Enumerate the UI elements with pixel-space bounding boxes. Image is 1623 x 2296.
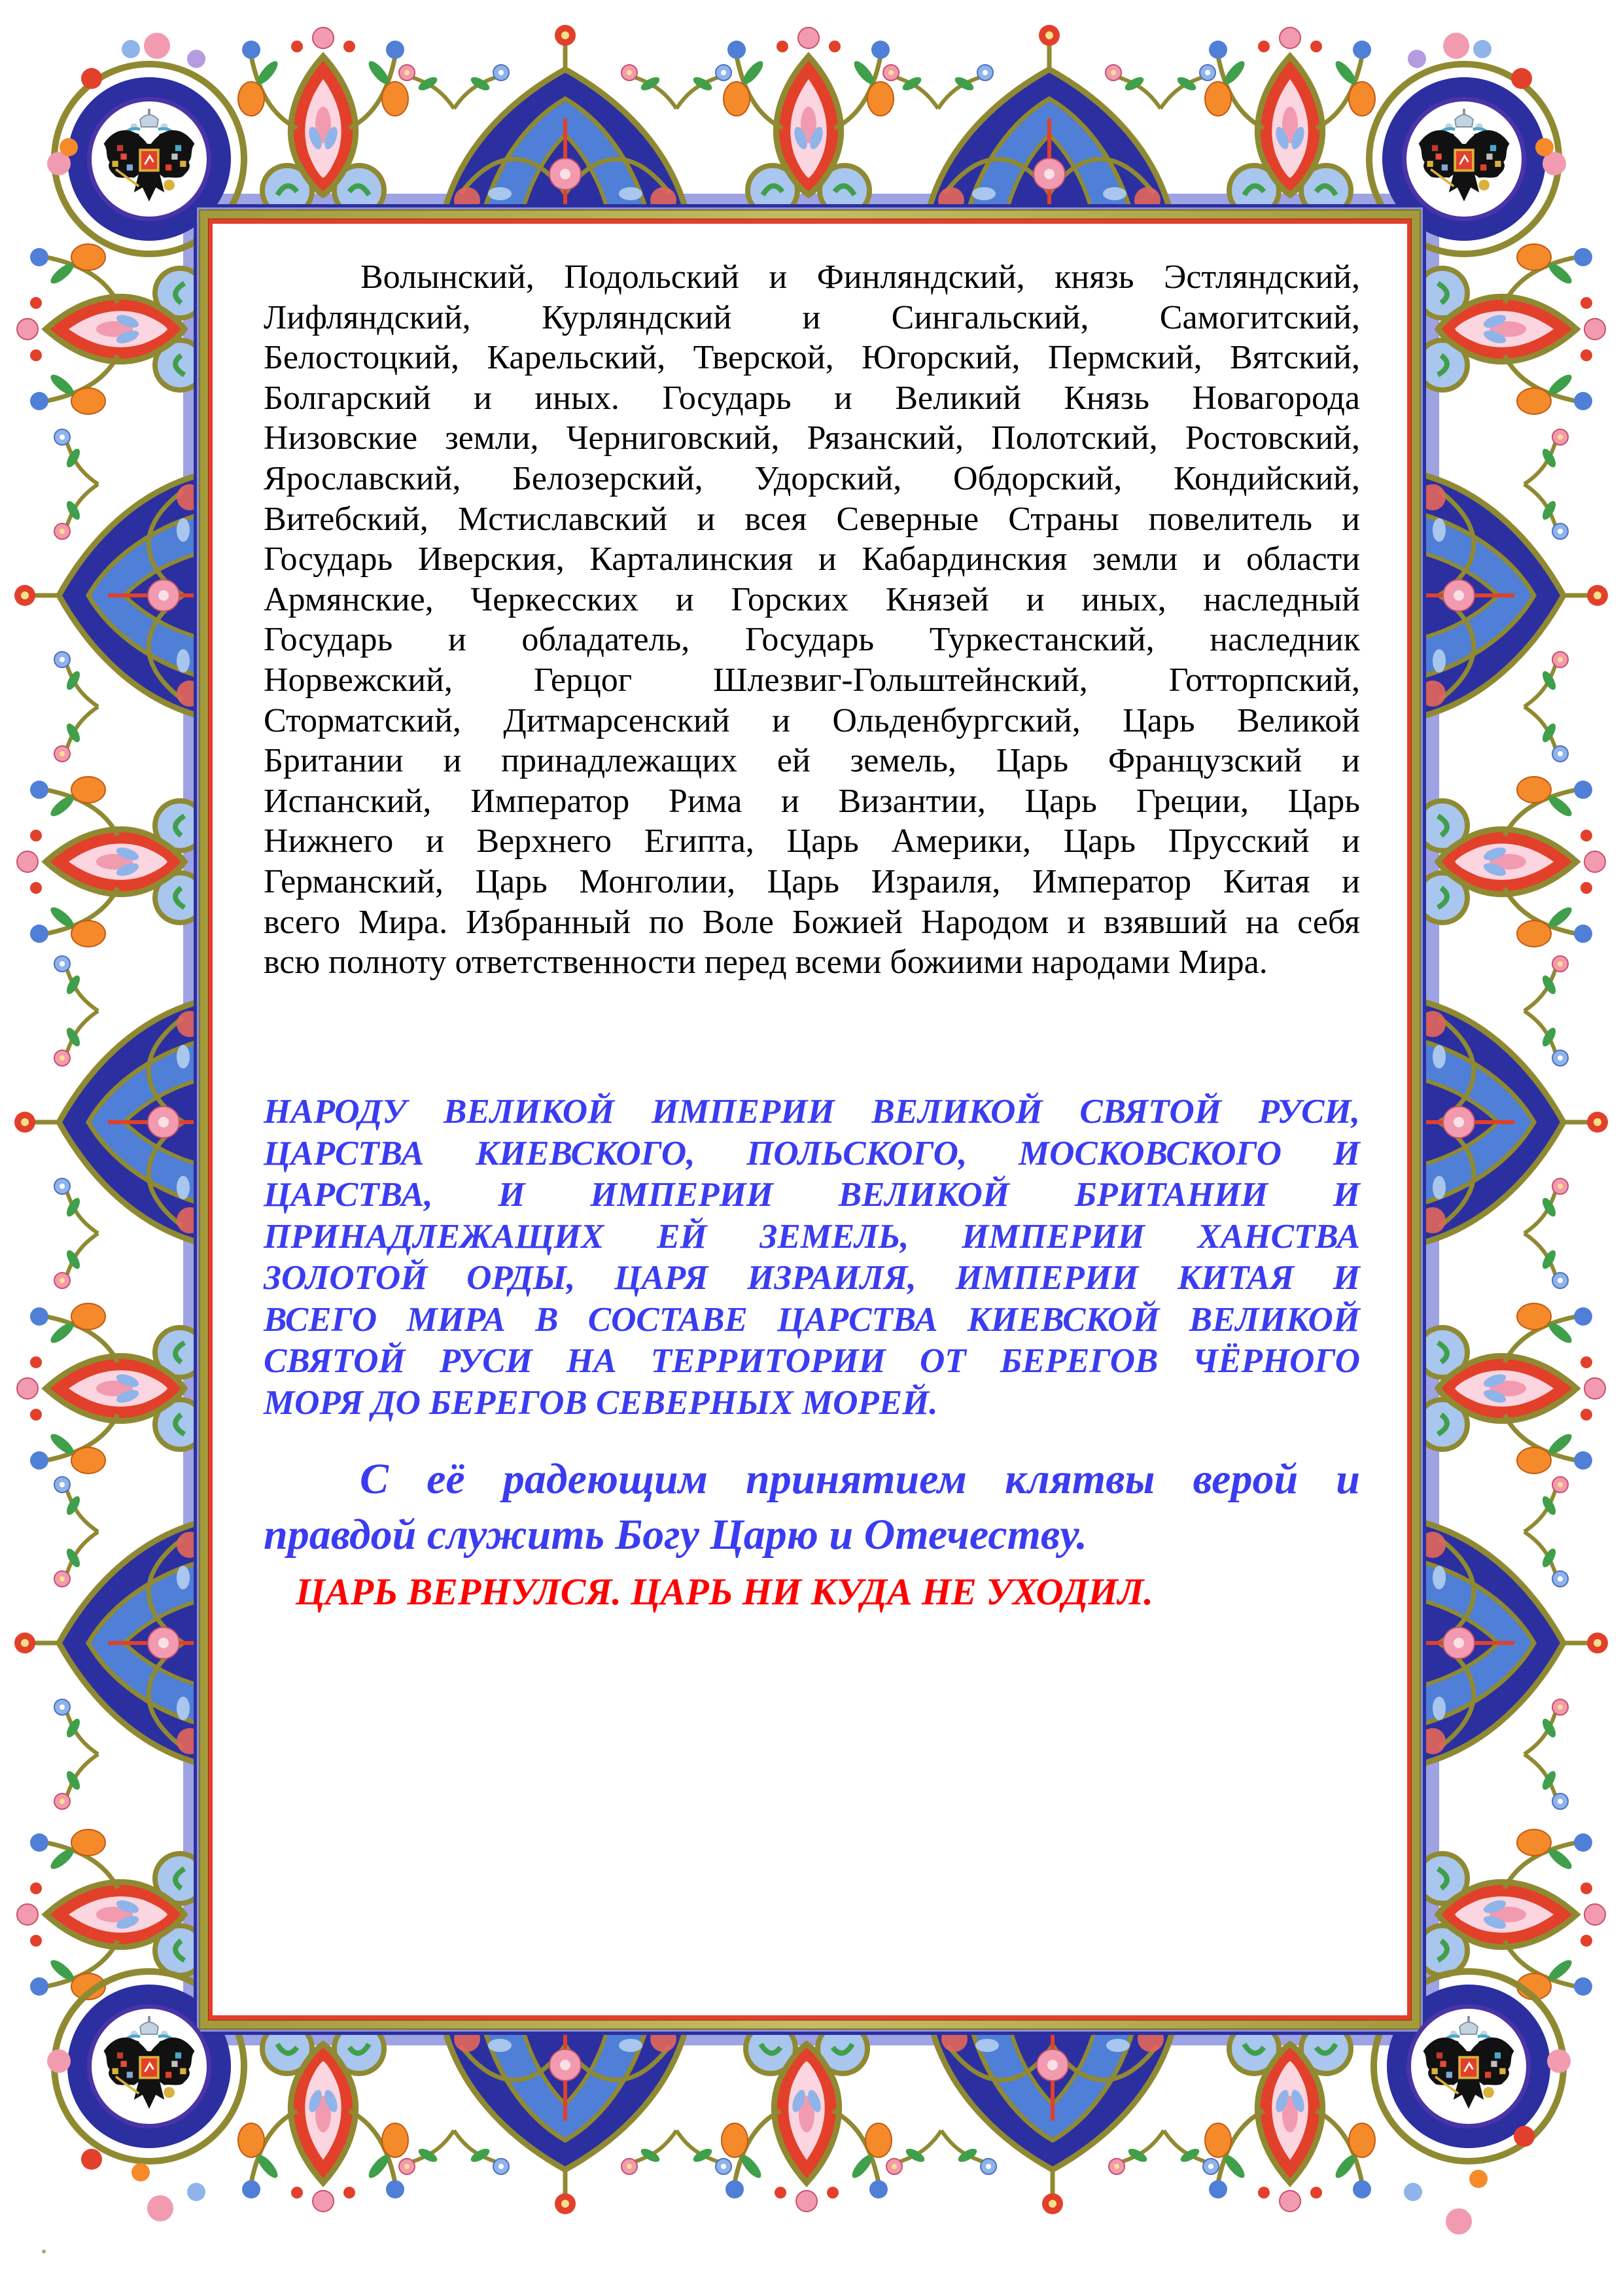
text-line: Волынский, Подольский и Финляндский, князь Эстляндский, — [360, 258, 1360, 296]
address-line: ПРИНАДЛЕЖАЩИХ ЕЙ ЗЕМЕЛЬ, ИМПЕРИИ ХАНСТВА — [264, 1217, 1360, 1256]
text-line: Витебский, Мстиславский и всея Северные Страны повелитель и — [264, 500, 1360, 538]
double-headed-eagle-icon — [1406, 101, 1522, 217]
imperial-eagle-emblem-top-left — [87, 97, 211, 221]
text-line: Ярославский, Белозерский, Удорский, Обдорский, Кондийский, — [264, 459, 1360, 497]
text-line: Норвежский, Герцог Шлезвиг-Гольштейнский, Готторпский, — [264, 661, 1360, 699]
scan-speck — [42, 2250, 46, 2253]
oath-line: правдой служить Богу Царю и Отечеству. — [264, 1511, 1088, 1559]
text-line: Лифляндский, Курляндский и Сингальский, Самогитский, — [264, 298, 1360, 336]
text-line: Испанский, Император Рима и Византии, Царь Греции, Царь — [264, 782, 1360, 820]
imperial-eagle-emblem-bottom-right — [1406, 2004, 1531, 2128]
address-line: СВЯТОЙ РУСИ НА ТЕРРИТОРИИ ОТ БЕРЕГОВ ЧЁРНОГО — [264, 1342, 1360, 1380]
address-paragraph — [264, 1091, 1360, 1424]
text-line: Сторматский, Дитмарсенский и Ольденбургский, Царь Великой — [264, 701, 1360, 739]
address-line: ВСЕГО МИРА В СОСТАВЕ ЦАРСТВА КИЕВСКОЙ ВЕЛИКОЙ — [264, 1300, 1360, 1339]
text-line: Государь Иверския, Карталинския и Кабардинския земли и области — [264, 540, 1360, 578]
address-line: ЦАРСТВА КИЕВСКОГО, ПОЛЬСКОГО, МОСКОВСКОГО И — [264, 1134, 1360, 1173]
address-line: ЗОЛОТОЙ ОРДЫ, ЦАРЯ ИЗРАИЛЯ, ИМПЕРИИ КИТАЯ И — [264, 1259, 1360, 1297]
titles-paragraph — [264, 257, 1360, 983]
text-line: Германский, Царь Монголии, Царь Израиля, Император Китая и — [264, 862, 1360, 900]
text-line: Армянские, Черкесских и Горских Князей и иных, наследный — [264, 580, 1360, 618]
slogan-text: ЦАРЬ ВЕРНУЛСЯ. ЦАРЬ НИ КУДА НЕ УХОДИЛ. — [296, 1570, 1153, 1613]
text-line: Государь и обладатель, Государь Туркестанский, наследник — [264, 621, 1360, 659]
address-line: НАРОДУ ВЕЛИКОЙ ИМПЕРИИ ВЕЛИКОЙ СВЯТОЙ РУСИ, — [264, 1093, 1360, 1131]
text-line: Британии и принадлежащих ей земель, Царь Французский и — [264, 742, 1360, 780]
text-line: всего Мира. Избранный по Воле Божией Народом и взявший на себя — [264, 903, 1360, 941]
oath-line: С её радеющим принятием клятвы верой и — [360, 1455, 1360, 1503]
text-line: Белостоцкий, Карельский, Тверской, Югорский, Пермский, Вятский, — [264, 339, 1360, 377]
text-line: Болгарский и иных. Государь и Великий Князь Новагорода — [264, 379, 1360, 417]
imperial-eagle-emblem-bottom-left — [87, 2004, 211, 2128]
double-headed-eagle-icon — [1411, 2009, 1526, 2124]
address-line: МОРЯ ДО БЕРЕГОВ СЕВЕРНЫХ МОРЕЙ. — [264, 1383, 938, 1422]
address-line: ЦАРСТВА, И ИМПЕРИИ ВЕЛИКОЙ БРИТАНИИ И — [264, 1176, 1360, 1214]
text-line: Низовские земли, Черниговский, Рязанский, Полотский, Ростовский, — [264, 419, 1360, 457]
imperial-eagle-emblem-top-right — [1402, 97, 1526, 221]
text-line: всю полноту ответственности перед всеми божиими народами Мира. — [264, 944, 1268, 981]
text-line: Нижнего и Верхнего Египта, Царь Америки, Царь Прусский и — [264, 822, 1360, 860]
double-headed-eagle-icon — [92, 101, 207, 217]
oath-paragraph — [264, 1451, 1360, 1563]
double-headed-eagle-icon — [92, 2009, 207, 2124]
